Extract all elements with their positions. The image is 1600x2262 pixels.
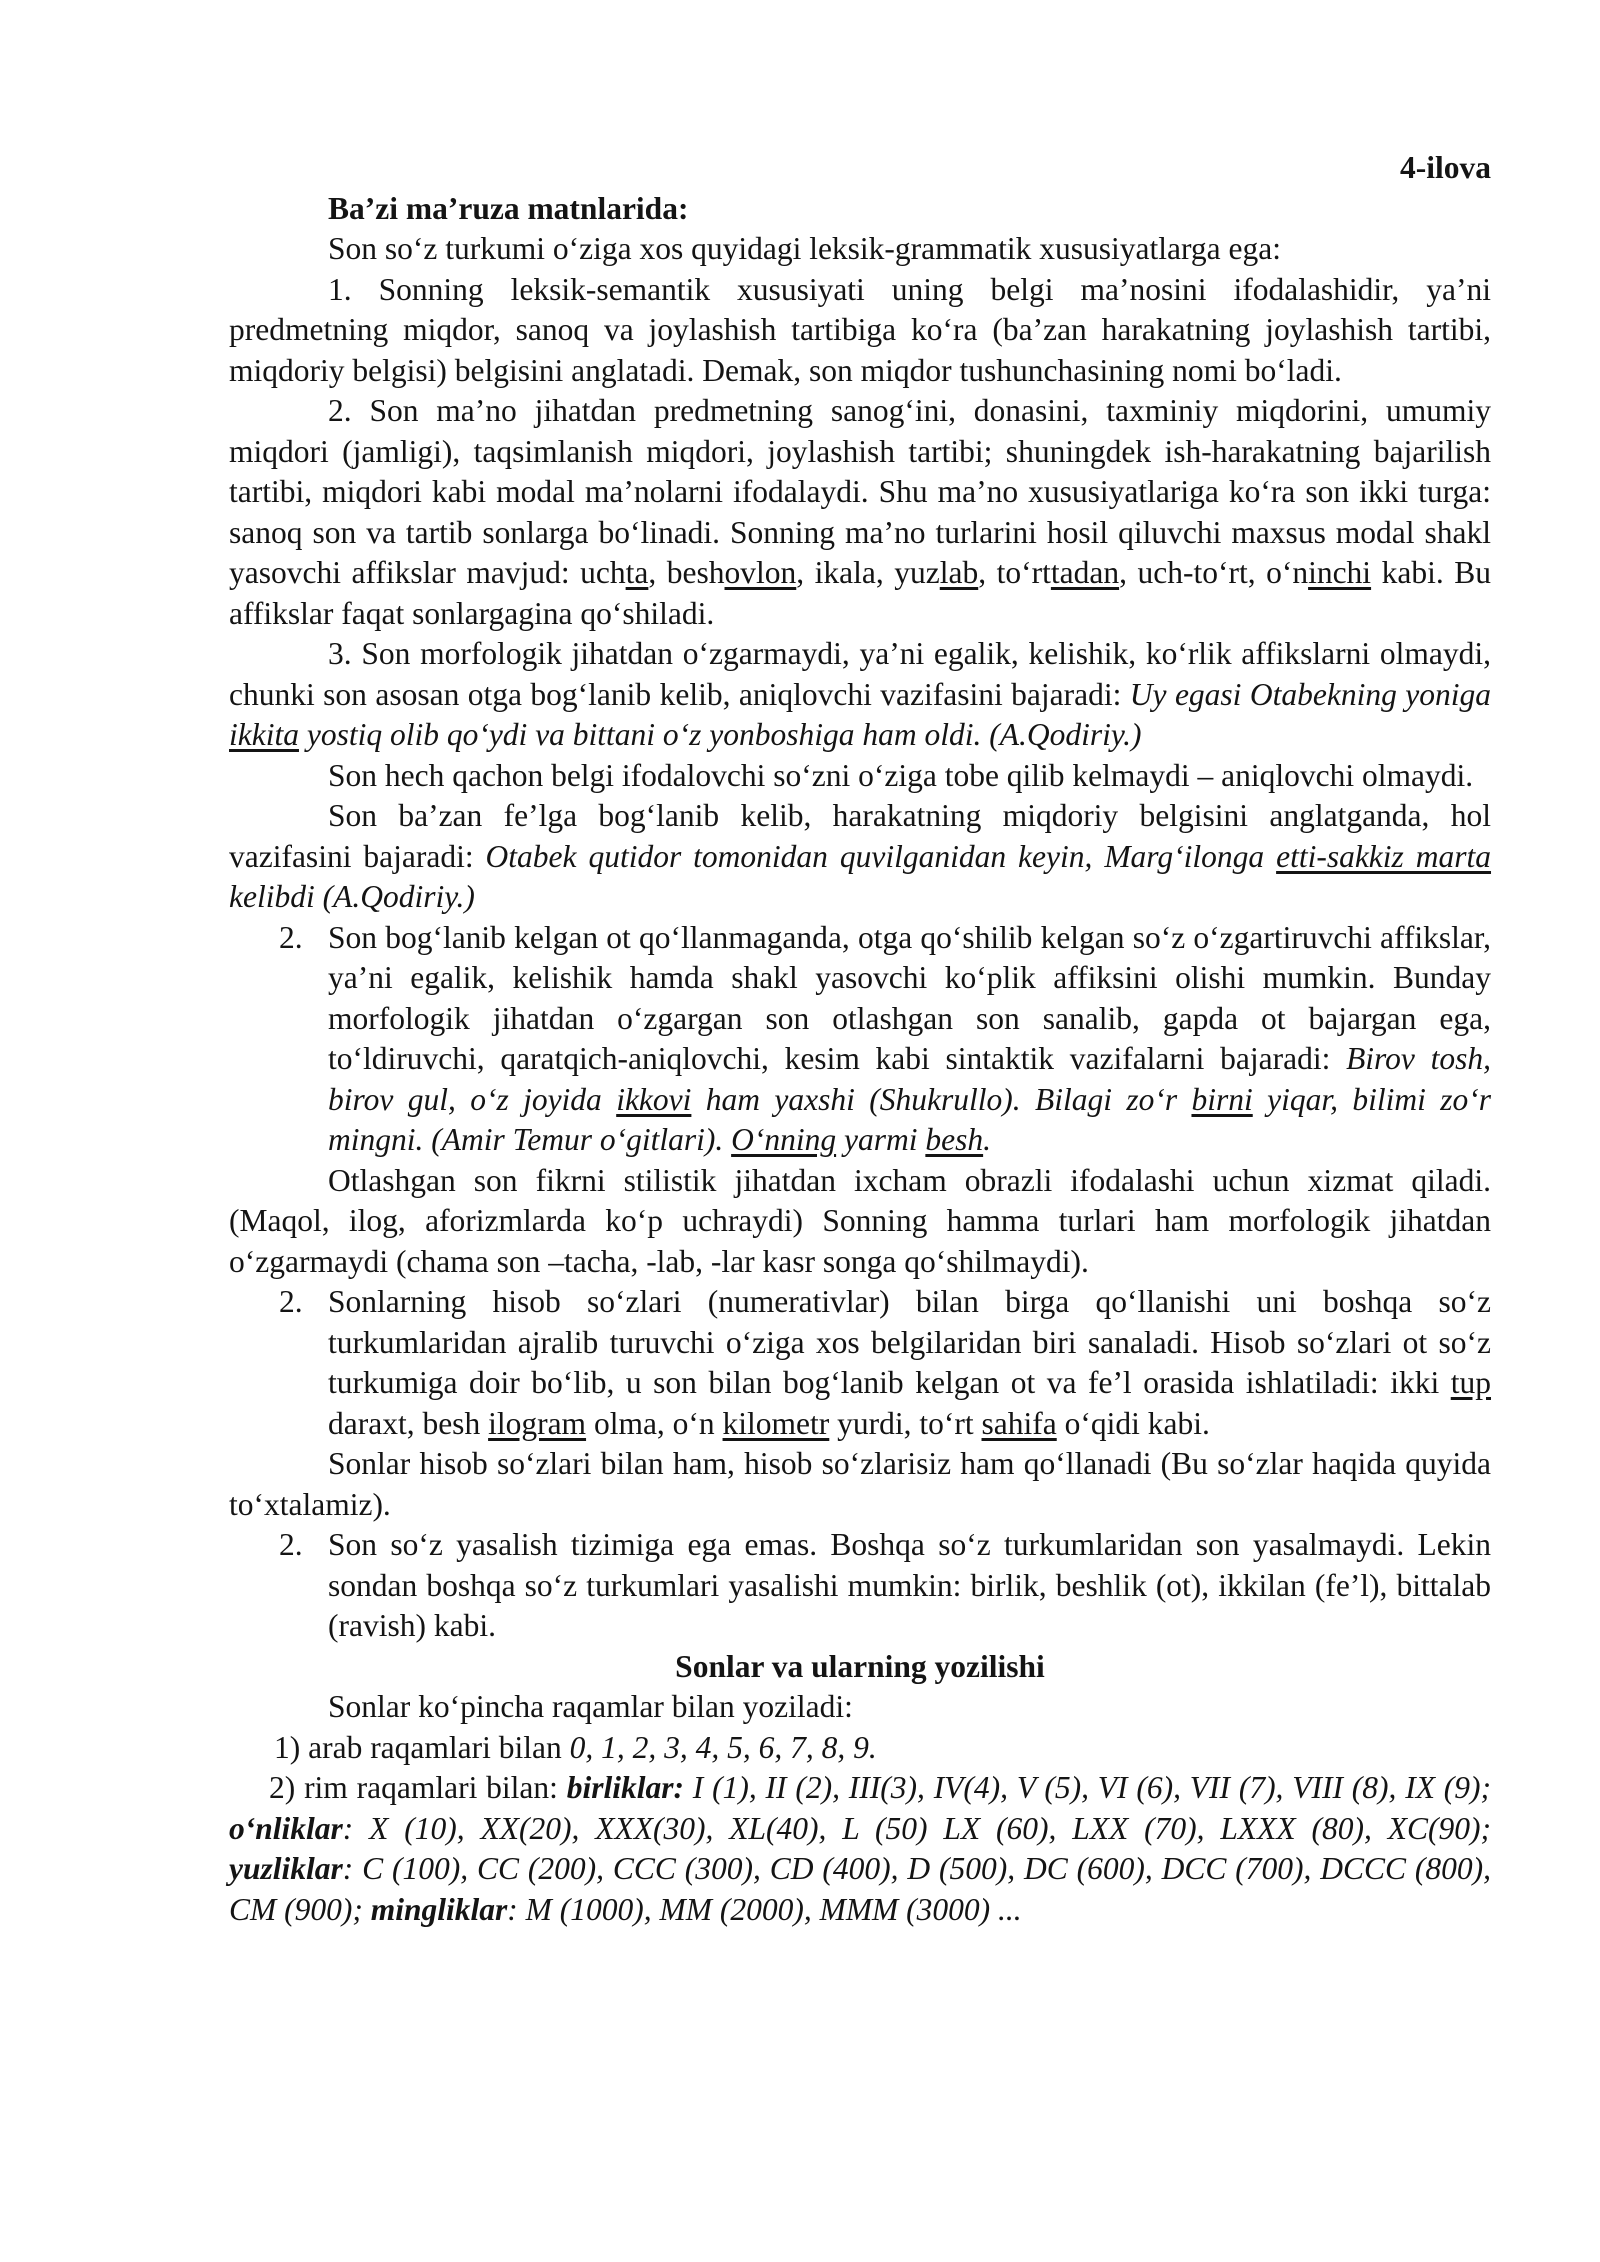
paragraph-3: 3. Son morfologik jihatdan o‘zgarmaydi, ya’ni egalik, kelishik, ko‘rlik affikslarni olmaydi, chunki son asosan otga bog‘lanib kelib, aniqlovchi vazifasini bajaradi: Uy egasi Otabekning yoniga ikkita yostiq olib qo‘ydi va bittani o‘z yonboshiga ham oldi. (A.Qodiriy.) xyxy=(229,636,1491,752)
document-page xyxy=(229,148,1491,1930)
section-title: Sonlar va ularning yozilishi xyxy=(675,1648,1045,1684)
paragraph-7: Sonlar hisob so‘zlari bilan ham, hisob so‘zlarisiz ham qo‘llanadi (Bu so‘zlar haqida quyida to‘xtalamiz). xyxy=(229,1446,1491,1522)
intro-paragraph: Son so‘z turkumi o‘ziga xos quyidagi leksik-grammatik xususiyatlarga ega: xyxy=(328,231,1281,266)
paragraph-1: 1. Sonning leksik-semantik xususiyati uning belgi ma’nosini ifodalashidir, ya’ni predmetning miqdor, sanoq va joylashish tartibiga ko‘ra (ba’zan harakatning joylashish tartibi, miqdoriy belgisi) belgisini anglatadi. Demak, son miqdor tushunchasining nomi bo‘ladi. xyxy=(229,271,1491,388)
arabic-numerals-line: 1) arab raqamlari bilan 0, 1, 2, 3, 4, 5, 6, 7, 8, 9. xyxy=(274,1729,877,1765)
roman-numerals-paragraph: 2) rim raqamlari bilan: birliklar: I (1), II (2), III(3), IV(4), V (5), VI (6), VII (7), VIII (8), IX (9); o‘nliklar: X (10), XX(20), XXX(30), XL(40), L (50) LX (60), LXX (70), LXXX (80), XC(90); yuzliklar: C (100), CC (200), CCC (300), CD (400), D (500), DC (600), DCC (700), DCCC (800), CM (900); mingliklar: M (1000), MM (2000), MMM (3000) ... xyxy=(229,1770,1492,1927)
list-item: 2. Son bog‘lanib kelgan ot qo‘llanmaganda, otga qo‘shilib kelgan so‘z o‘zgartiruvchi affikslar, ya’ni egalik, kelishik hamda shakl yasovchi ko‘plik affiksini olishi mumkin. Bunday morfologik jihatdan o‘zgargan son otlashgan son sanalib, gapda ot bajargan ega, to‘ldiruvchi, qaratqich-aniqlovchi, kesim kabi sintaktik vazifalarni bajaradi: Birov tosh, birov gul, o‘z joyida ikkovi ham yaxshi (Shukrullo). Bilagi zo‘r birni yiqar, bilimi zo‘r mingni. (Amir Temur o‘gitlari). O‘nning yarmi besh. xyxy=(279,919,1491,1157)
paragraph-2: 2. Son ma’no jihatdan predmetning sanog‘ini, donasini, taxminiy miqdorini, umumiy miqdori (jamligi), taqsimlanish miqdori, joylashish tartibi; shuningdek ish-harakatning bajarilish tartibi, miqdori kabi modal ma’nolarni ifodalaydi. Shu ma’no xususiyatlariga ko‘ra son ikki turga: sanoq son va tartib sonlarga bo‘linadi. Sonning ma’no turlarini hosil qiluvchi maxsus modal shakl yasovchi affikslar mavjud: uchta, beshovlon, ikala, yuzlab, to‘rttadan, uch-to‘rt, o‘ninchi kabi. Bu affikslar faqat sonlargagina qo‘shiladi. xyxy=(229,393,1491,631)
appendix-label: 4-ilova xyxy=(1400,150,1491,185)
paragraph-4: Son hech qachon belgi ifodalovchi so‘zni o‘ziga tobe qilib kelmaydi – aniqlovchi olmaydi. xyxy=(328,757,1474,793)
paragraph-8: Sonlar ko‘pincha raqamlar bilan yoziladi: xyxy=(328,1689,853,1724)
list-item: 2. Son so‘z yasalish tizimiga ega emas. Boshqa so‘z turkumlaridan son yasalmaydi. Lekin sondan boshqa so‘z turkumlari yasalishi mumkin: birlik, beshlik (ot), ikkilan (fe’l), bittalab (ravish) kabi. xyxy=(279,1527,1491,1643)
paragraph-5: Son ba’zan fe’lga bog‘lanib kelib, harakatning miqdoriy belgisini anglatganda, hol vazifasini bajaradi: Otabek qutidor tomonidan quvilganidan keyin, Marg‘ilonga etti-sakkiz marta kelibdi (A.Qodiriy.) xyxy=(229,798,1492,914)
list-item: 2. Sonlarning hisob so‘zlari (numerativlar) bilan birga qo‘llanishi uni boshqa so‘z turkumlaridan ajralib turuvchi o‘ziga xos belgilaridan biri sanaladi. Hisob so‘zlari ot so‘z turkumiga doir bo‘lib, u son bilan bog‘lanib kelgan ot va fe’l orasida ishlatiladi: ikki tup daraxt, besh ilogram olma, o‘n kilometr yurdi, to‘rt sahifa o‘qidi kabi. xyxy=(279,1284,1491,1441)
paragraph-6: Otlashgan son fikrni stilistik jihatdan ixcham obrazli ifodalashi uchun xizmat qiladi. (Maqol, ilog, aforizmlarda ko‘p uchraydi) Sonning hamma turlari ham morfologik jihatdan o‘zgarmaydi (chama son –tacha, -lab, -lar kasr songa qo‘shilmaydi). xyxy=(229,1162,1491,1279)
section-heading: Ba’zi ma’ruza matnlarida: xyxy=(328,190,689,226)
